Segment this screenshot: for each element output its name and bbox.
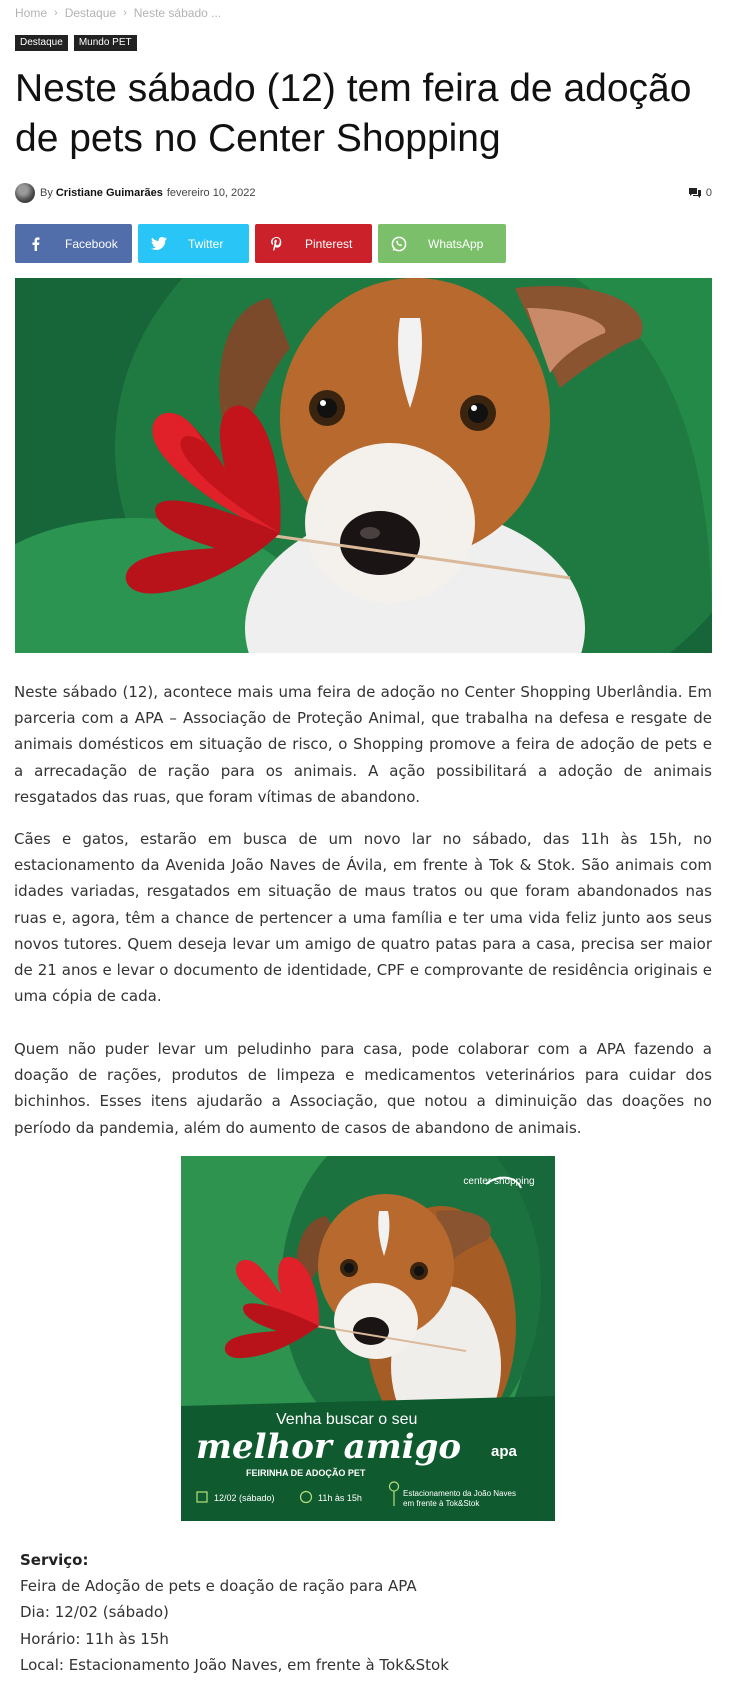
by-label: By [40, 187, 53, 199]
category-tags [15, 35, 137, 51]
share-pinterest-button[interactable] [255, 224, 372, 263]
share-facebook-button[interactable] [15, 224, 132, 263]
service-line: Feira de Adoção de pets e doação de ração para APA [20, 1577, 417, 1596]
service-line: Dia: 12/02 (sábado) [20, 1603, 169, 1622]
event-poster-image [181, 1156, 555, 1521]
poster-apa-logo: apa [491, 1443, 517, 1460]
service-line: Horário: 11h às 15h [20, 1629, 169, 1648]
pinterest-icon [255, 224, 297, 263]
poster-headline: melhor amigo [196, 1427, 462, 1467]
breadcrumb-home-link[interactable]: Home [15, 6, 48, 20]
chevron-right-icon: › [54, 7, 58, 19]
poster-time: 11h às 15h [318, 1493, 362, 1503]
service-line: Local: Estacionamento João Naves, em frente à Tok&Stok [20, 1655, 449, 1674]
comment-count: 0 [705, 187, 712, 199]
featured-image-dog-with-heart [15, 278, 712, 653]
poster-location-line1: Estacionamento da João Naves [403, 1489, 516, 1498]
share-twitter-button[interactable] [138, 224, 249, 263]
poster-tagline: Venha buscar o seu [276, 1411, 418, 1428]
event-poster [181, 1156, 555, 1521]
breadcrumb-current: Neste sábado ... [133, 6, 222, 20]
comments-link[interactable] [689, 187, 712, 199]
breadcrumb-section-link[interactable]: Destaque [64, 6, 117, 20]
comment-icon [689, 188, 701, 198]
share-twitter-label: Twitter [188, 236, 224, 251]
whatsapp-icon [378, 224, 420, 263]
article-meta [15, 182, 712, 204]
article-paragraph: Cães e gatos, estarão em busca de um novo lar no sábado, das 11h às 15h, no estacionamento da Avenida João Naves de Ávila, em frente à Tok & Stok. São animais com idades variadas, resgatados em situação de maus tratos ou que foram abandonados nas ruas e, agora, têm a chance de pertencer a uma família e ter uma vida feliz junto aos seus novos tutores. Quem deseja levar um amigo de quatro patas para a casa, precisa ser maior de 21 anos e levar o documento de identidade, CPF e comprovante de residência originais e uma cópia de cada. [14, 830, 712, 1006]
category-tag-destaque[interactable]: Destaque [15, 35, 68, 51]
publish-date: fevereiro 10, 2022 [166, 187, 256, 199]
poster-date: 12/02 (sábado) [214, 1493, 275, 1503]
twitter-icon [138, 224, 180, 263]
author-link[interactable]: Cristiane Guimarães [55, 187, 163, 199]
poster-location-line2: em frente à Tok&Stok [403, 1499, 480, 1508]
chevron-right-icon: › [123, 7, 127, 19]
category-tag-mundo-pet[interactable]: Mundo PET [74, 35, 137, 51]
article-paragraph: Neste sábado (12), acontece mais uma feira de adoção no Center Shopping Uberlândia. Em parceria com a APA – Associação de Proteção Animal, que trabalha na defesa e resgate de animais domésticos em situação de risco, o Shopping promove a feira de adoção de pets e a arrecadação de ração para os animais. A ação possibilitará a adoção de animais resgatados das ruas, que foram vítimas de abandono. [14, 683, 712, 806]
poster-brand-top: center shopping [463, 1176, 535, 1187]
service-info [20, 1547, 449, 1678]
share-whatsapp-label: WhatsApp [428, 236, 484, 251]
facebook-icon [15, 224, 57, 263]
featured-image [15, 278, 712, 653]
share-whatsapp-button[interactable] [378, 224, 506, 263]
poster-subtitle: FEIRINHA DE ADOÇÃO PET [246, 1468, 366, 1478]
author-avatar[interactable] [15, 183, 35, 203]
share-pinterest-label: Pinterest [305, 236, 353, 251]
share-buttons [15, 224, 506, 263]
article-paragraph: Quem não puder levar um peludinho para casa, pode colaborar com a APA fazendo a doação de rações, produtos de limpeza e medicamentos veterinários para cuidar dos bichinhos. Esses itens ajudarão a Associação, que notou a diminuição das doações no período da pandemia, além do aumento de casos de abandono de animais. [14, 1040, 712, 1137]
breadcrumb [15, 6, 221, 20]
service-heading: Serviço: [20, 1551, 89, 1569]
share-facebook-label: Facebook [65, 236, 118, 251]
article-title: Neste sábado (12) tem feira de adoção de pets no Center Shopping [15, 67, 692, 160]
